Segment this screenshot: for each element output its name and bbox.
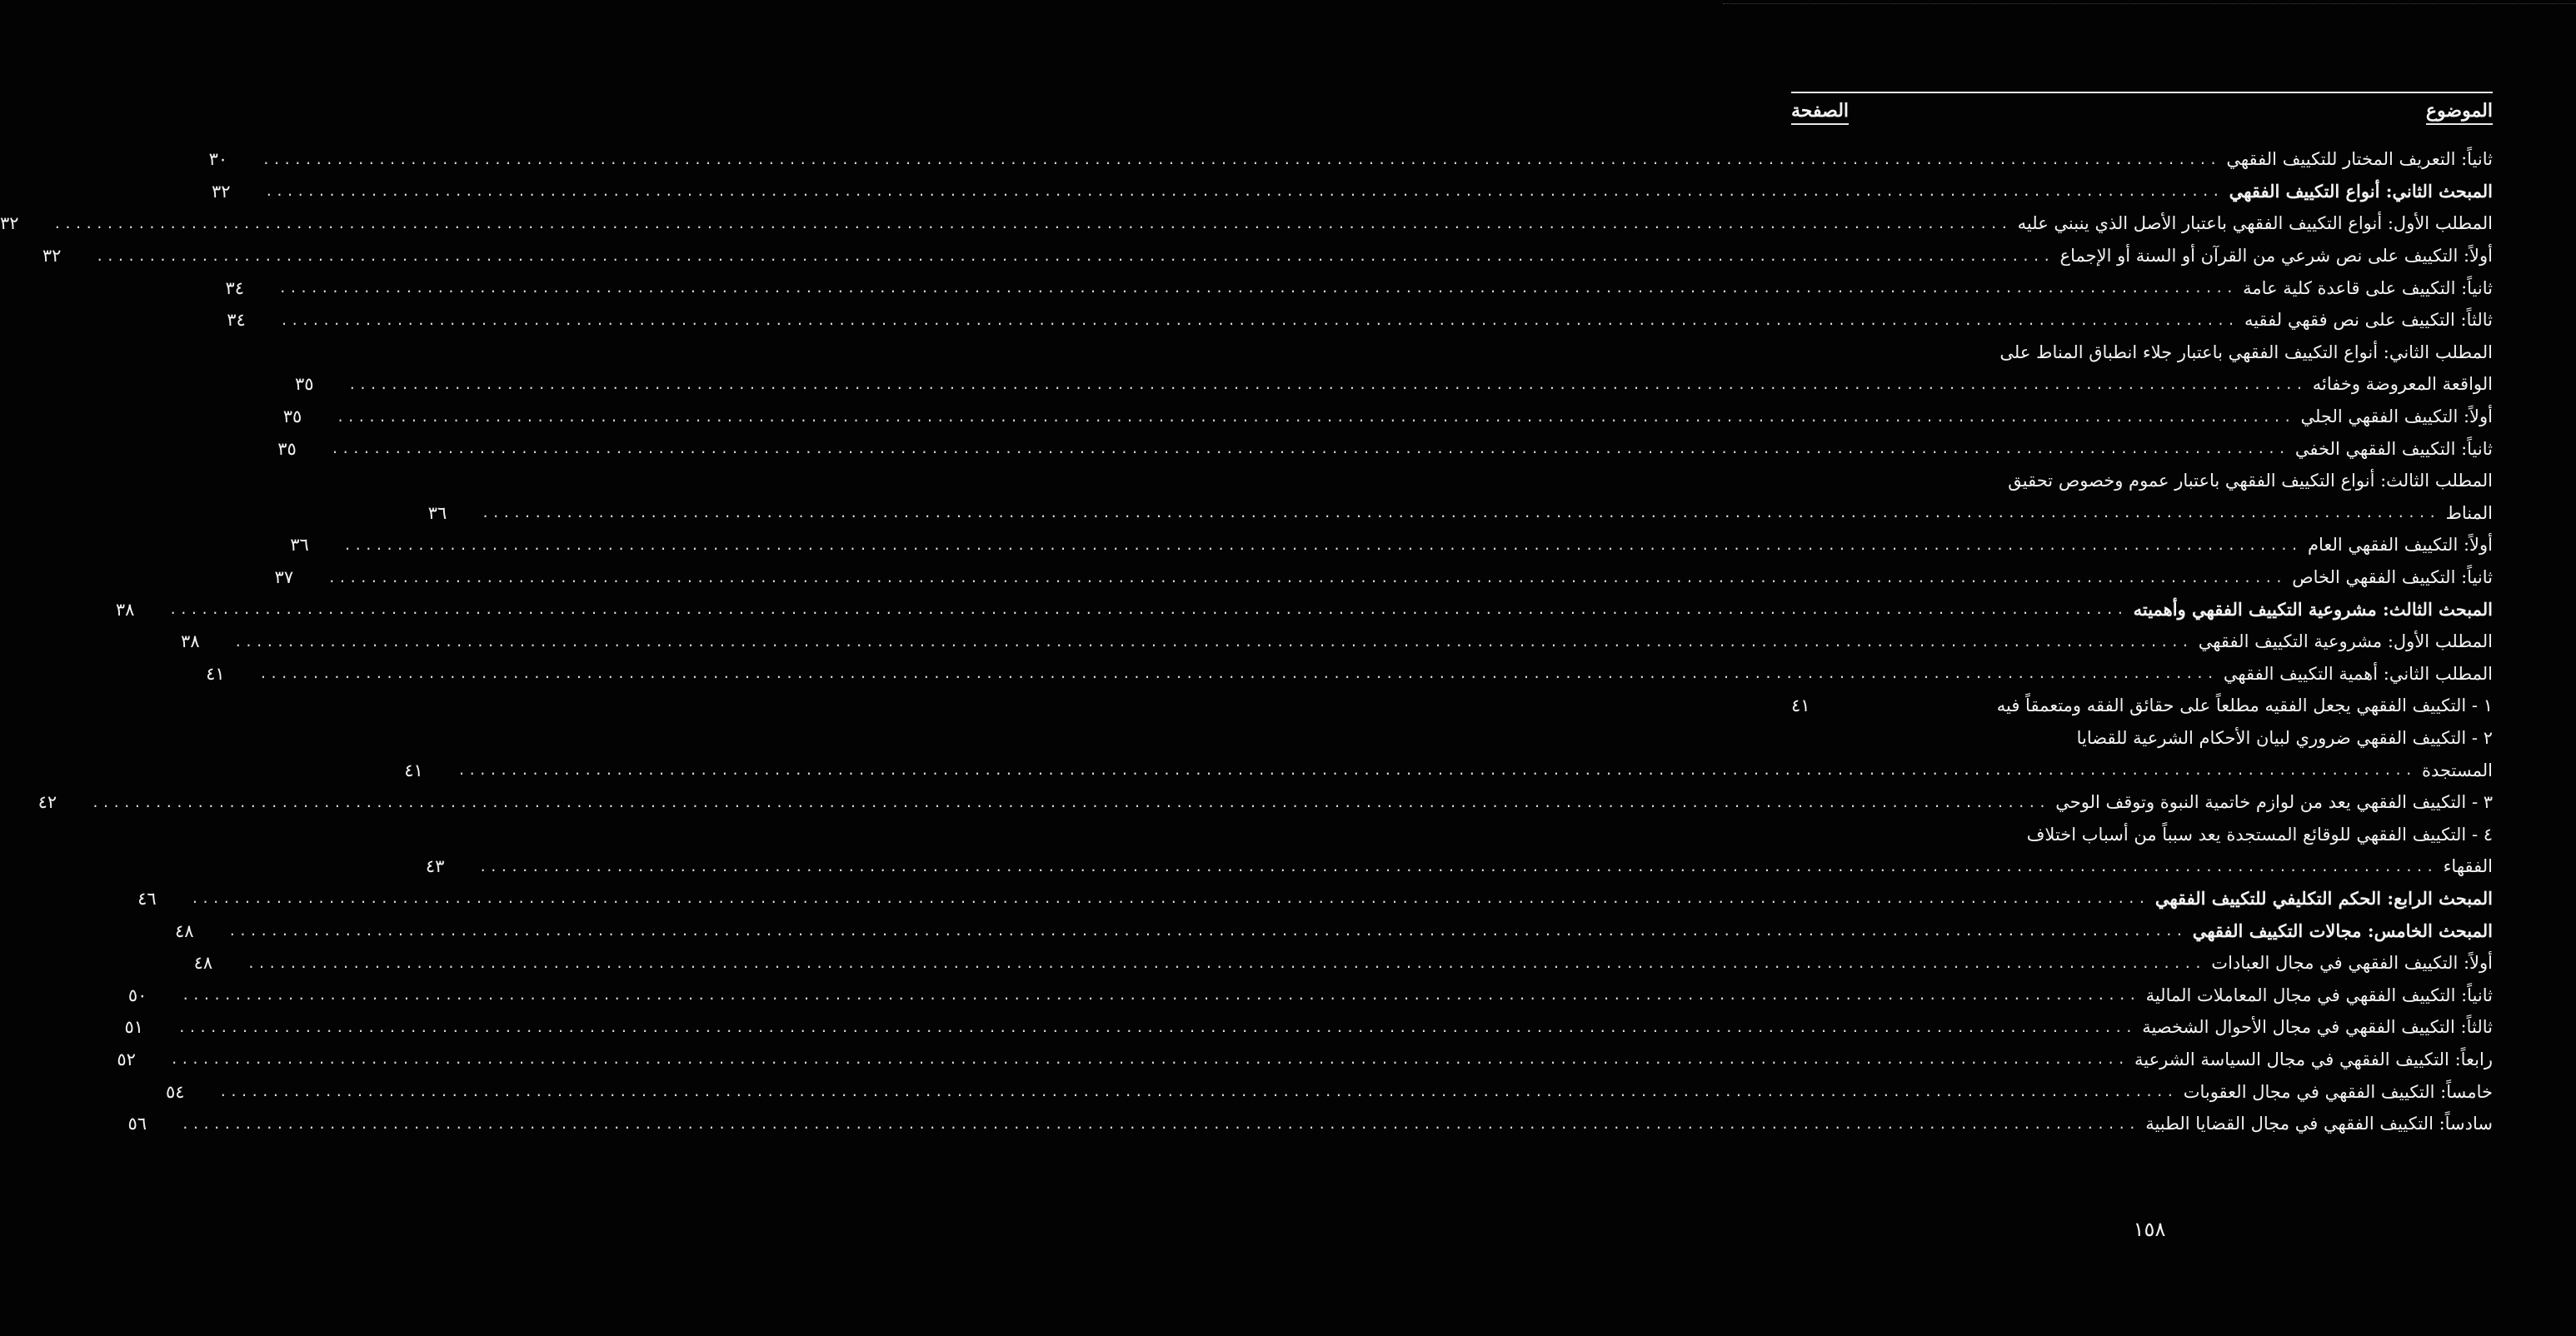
toc-entry (0, 207, 2493, 240)
toc-entry-title: المناط (2445, 502, 2493, 523)
toc-entry-title: المبحث الثالث: مشروعية التكييف الفقهي وأهميته (2133, 599, 2493, 621)
dot-leader (482, 505, 2439, 521)
toc-entry-page: ٤٣ (425, 856, 445, 877)
toc-entry-title: ثالثاً: التكييف على نص فقهي لفقيه (2244, 310, 2493, 331)
toc-entry (1791, 465, 2493, 497)
toc-entry (175, 915, 2493, 947)
dot-leader (265, 183, 2223, 199)
toc-entry-page: ٣٥ (295, 374, 314, 395)
toc-entry-page: ٥٦ (127, 1114, 147, 1134)
dot-leader (219, 1084, 2177, 1099)
toc-entry-page: ٣٢ (211, 181, 231, 202)
toc-entry (115, 593, 2493, 626)
toc-entry-page: ٣٨ (115, 599, 135, 620)
toc-entry (404, 754, 2493, 786)
toc-entry (127, 1108, 2493, 1140)
toc-entry (1791, 690, 2493, 722)
toc-entry (274, 561, 2493, 594)
dot-leader (169, 601, 2127, 617)
toc-entry-title: المبحث الخامس: مجالات التكييف الفقهي (2192, 920, 2493, 942)
toc-entry-page: ٣٧ (274, 567, 294, 588)
dot-leader (182, 987, 2139, 1003)
toc-entry-title: ٢ - التكييف الفقهي ضروري لبيان الأحكام الشرعية للقضايا (2076, 727, 2493, 748)
toc-entry-page: ٤٦ (137, 888, 157, 909)
toc-entry (193, 947, 2493, 980)
toc-entry-title: المطلب الثاني: أنواع التكييف الفقهي باعتبار جلاء انطباق المناط على (1999, 341, 2493, 362)
toc-entry-title: ١ - التكييف الفقهي يجعل الفقيه مطلعاً على حقائق الفقه ومتعمقاً فيه (1996, 695, 2493, 716)
toc-entry (1791, 336, 2493, 369)
toc-entry-title: المطلب الأول: أنواع التكييف الفقهي باعتبار الأصل الذي ينبني عليه (2017, 213, 2493, 234)
toc-entry-page: ٣٦ (427, 502, 447, 523)
dot-leader (181, 1116, 2139, 1132)
header-rule (1791, 92, 2493, 93)
dot-leader (228, 923, 2186, 939)
toc-entry-title: المطلب الثاني: أهمية التكييف الفقهي (2223, 663, 2493, 684)
dot-leader (96, 248, 2054, 264)
toc-entry-page: ٥٠ (127, 985, 147, 1005)
dot-leader (278, 280, 2236, 296)
toc-entry-title: ثانياً: التكييف الفقهي الخفي (2294, 438, 2493, 459)
toc-entry (225, 272, 2493, 304)
dot-leader (331, 441, 2289, 456)
toc-entry-title: ثالثاً: التكييف الفقهي في مجال الأحوال الشخصية (2142, 1017, 2493, 1038)
toc-entry (425, 850, 2493, 883)
toc-entry-title: أولاً: التكييف على نص شرعي من القرآن أو السنة أو الإجماع (2059, 246, 2493, 267)
toc-entry (227, 304, 2493, 336)
toc-entry (124, 1011, 2493, 1044)
toc-entry-page: ٣٢ (42, 246, 62, 267)
dot-leader (337, 409, 2294, 425)
toc-entry-title: أولاً: التكييف الفقهي الجلي (2300, 406, 2493, 427)
toc-entry-title: أولاً: التكييف الفقهي في مجال العبادات (2211, 953, 2493, 974)
toc-entry (427, 497, 2493, 530)
toc-entry (290, 529, 2493, 561)
dot-leader (191, 890, 2149, 906)
toc-entry (181, 626, 2493, 658)
toc-entry-title: رابعاً: التكييف الفقهي في مجال السياسة الشرعية (2134, 1049, 2493, 1069)
toc-entry (295, 368, 2493, 401)
toc-entry-page: ٣٢ (0, 213, 19, 234)
toc-entry-page: ٣٦ (290, 535, 309, 556)
dot-leader (343, 537, 2301, 553)
toc-entry-page: ٤١ (206, 663, 225, 684)
dot-leader (262, 152, 2220, 167)
toc-entry-page: ٣٥ (277, 438, 297, 459)
dot-leader (457, 762, 2415, 778)
toc-entry-title: ثانياً: التكييف الفقهي في مجال المعاملات المالية (2145, 985, 2493, 1005)
toc-entry (211, 176, 2493, 208)
toc-entry-title: أولاً: التكييف الفقهي العام (2307, 535, 2493, 556)
topic-column-header: الموضوع (2426, 100, 2493, 125)
toc-entry (42, 240, 2493, 272)
toc-entry-title: ثانياً: التكييف الفقهي الخاص (2292, 567, 2493, 588)
page-number: ١٥٨ (2133, 1218, 2166, 1241)
toc-entry-title: المطلب الثالث: أنواع التكييف الفقهي باعتبار عموم وخصوص تحقيق (2008, 471, 2493, 491)
toc-entry (37, 786, 2493, 819)
toc-entry-page: ٤١ (404, 760, 423, 780)
toc-entry-page: ٤١ (1791, 695, 1810, 716)
toc-entry (165, 1075, 2493, 1108)
toc-entry (1791, 722, 2493, 755)
toc-entry (127, 979, 2493, 1011)
dot-leader (92, 795, 2049, 810)
toc-entry-title: المبحث الثاني: أنواع التكييف الفقهي (2229, 181, 2493, 202)
toc-entry-title: الواقعة المعروضة وخفائه (2312, 374, 2493, 395)
toc-entry-page: ٣٨ (181, 631, 200, 652)
toc-entry-page: ٥٤ (165, 1081, 185, 1102)
toc-entry-page: ٣٤ (227, 310, 246, 331)
dot-leader (328, 570, 2286, 586)
toc-entry (206, 658, 2493, 690)
table-of-contents (0, 143, 2493, 1139)
dot-leader (259, 666, 2217, 681)
toc-entry-page: ٤٢ (37, 792, 57, 813)
dot-leader (170, 1051, 2128, 1067)
toc-entry-title: المبحث الرابع: الحكم التكليفي للتكييف الفقهي (2154, 888, 2493, 910)
page-column-header: الصفحة (1791, 100, 1849, 125)
toc-entry-title: الفقهاء (2443, 856, 2493, 877)
toc-entry-page: ٥١ (124, 1017, 144, 1038)
toc-entry-title: ٣ - التكييف الفقهي يعد من لوازم خاتمية النبوة وتوقف الوحي (2055, 792, 2493, 813)
toc-entry-title: المستجدة (2421, 760, 2493, 780)
toc-entry-page: ٣٠ (208, 149, 228, 170)
toc-entry (137, 883, 2493, 915)
toc-entry-title: ثانياً: التكييف على قاعدة كلية عامة (2243, 277, 2493, 298)
dot-leader (348, 376, 2306, 392)
toc-entry-page: ٣٥ (282, 406, 302, 427)
dot-leader (479, 859, 2437, 875)
toc-entry (117, 1044, 2493, 1076)
toc-entry (1791, 818, 2493, 850)
toc-entry-title: المطلب الأول: مشروعية التكييف الفقهي (2198, 631, 2493, 652)
dot-leader (234, 634, 2192, 650)
toc-entry-title: ٤ - التكييف الفقهي للوقائع المستجدة يعد سبباً من أسباب اختلاف (2026, 824, 2493, 845)
toc-entry-page: ٤٨ (175, 920, 194, 941)
toc-entry-page: ٣٤ (225, 277, 245, 298)
toc-entry-page: ٤٨ (193, 953, 213, 974)
scan-edge-marks (1723, 3, 2576, 9)
dot-leader (53, 216, 2011, 232)
dot-leader (177, 1019, 2135, 1035)
toc-entry-title: ثانياً: التعريف المختار للتكييف الفقهي (2226, 149, 2493, 170)
dot-leader (247, 955, 2205, 971)
toc-entry-title: سادساً: التكييف الفقهي في مجال القضايا الطبية (2145, 1114, 2493, 1134)
toc-entry (277, 432, 2493, 465)
toc-entry-page: ٥٢ (117, 1049, 136, 1069)
toc-entry (282, 401, 2493, 433)
toc-entry (208, 143, 2493, 176)
dot-leader (280, 312, 2238, 328)
toc-entry-title: خامساً: التكييف الفقهي في مجال العقوبات (2183, 1081, 2493, 1102)
